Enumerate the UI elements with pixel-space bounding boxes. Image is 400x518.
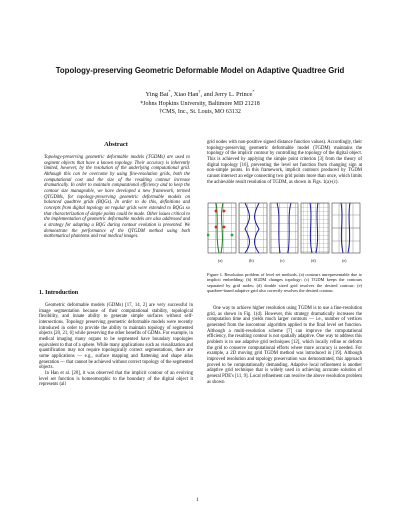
right-paragraph-2-text: One way to achieve higher resolution using TGDM is to use a fine-resolution grid, as shown in Fig. 1(d). However, this strategy dramatically increases the computation time and yields much larger contours — i.e., number of vertices generated from the isocontour algorithm applied to the final level set function. Although a multi-resolution scheme [7] can improve the computational efficiency, the resulting contour is not spatially adaptive. One way to address this problem is to use adaptive grid techniques [12], which locally refine or deform the grid to conserve computational efforts where more accuracy is needed. For example, a 2D moving grid TGDM method was introduced in [19]. Although improved resolution and topology preservation was demonstrated, this approach proved to be computationally demanding. Adaptive local refinement is another adaptive grid technique that is widely used in achieving accurate solution of general PDE's [11, 9]. Local refinement can resolve the above resolution problem as shown (207, 306, 362, 385)
intro-heading: 1. Introduction (39, 290, 79, 296)
affiliation-jhu: *Johns Hopkins University, Baltimore MD 21218 (140, 101, 260, 107)
panel-c (270, 203, 298, 253)
affiliation-cms: †CMS, Inc., St. Louis, MO 63132 (159, 109, 241, 115)
figure-label-b: (b) (249, 258, 254, 263)
intro-paragraph-1: Geometric deformable models (GDMs) [17, 14, 2] are very successful in image segmentation because of their computational stability, topological flexibility, and innate ability to generate simple surfaces without self-intersections. Topology preserving geometric deformable models were recently introduced in order to provide the ability to maintain topology of segmented objects [20, 21, 6] while preserving the other benefits of GDMs. For example, in medical imaging many organs to be segmented have boundary topologies equivalent to that of a sphere. While many applications such as visualization and quantification may not require topologically correct segmentations, there are some applications — e.g., surface mapping and flattening and shape atlas generation — that cannot be achieved without correct topology of the segmented objects. (39, 303, 193, 371)
intro-body (39, 303, 193, 388)
figure-1-graphic (207, 199, 362, 257)
right-column-paragraph-2 (207, 306, 362, 385)
right-column-paragraph-1: grid nodes with non-positive signed distance function values). Accordingly, their topology-preserving geometric deformable model (TGDM) maintains the topology of the implicit contour by controlling the topology of the digital object. This is achieved by applying the simple point criterion [3] from the theory of digital topology [16], preventing the level set function from changing sign at non-simple points. In this framework, implicit contours produced by TGDM cannot intersect an edge connecting two grid points more than once, which limits the achievable result resolution of TGDM, as shown in Figs. 1(a)-(c). (207, 140, 362, 185)
figure-1-caption: Figure 1. Resolution problem of level set methods. (a) contours unrepresentable due to implicit embedding; (b) SGDM changes topology; (c) TGDM keeps the contours separated by grid nodes; (d) double sized grid resolves the desired contour; (e) quadtree-based adaptive grid also correctly resolves the desired contour. (207, 272, 362, 293)
abstract-text: Topology-preserving geometric deformable models (TGDMs) are used to segment objects that have a known topology. Their accuracy is inherently limited, however, by the resolution of the underlying computational grid. Although this can be overcome by using fine-resolution grids, both the computational cost and the size of the resulting contour increase dramatically. In order to maintain computational efficiency and to keep the contour size manageable, we have developed a new framework, termed QTGDMs, for topology-preserving geometric deformable models on balanced quadtree grids (BQGs). In order to do this, definitions and concepts from digital topology on regular grids were extended to BQGs so that characterization of simple points could be made. Other issues critical to the implementation of geometric deformable models are also addressed and a strategy for adapting a BQG during contour evolution is presented. We demonstrate the performance of the QTGDM method using both mathematical phantoms and real medical images. (44, 155, 190, 240)
panel-b (239, 203, 267, 253)
figure-label-e: (e) (342, 258, 347, 263)
figure-label-c: (c) (280, 258, 285, 263)
panel-e (332, 203, 360, 253)
author-list: Ying Bai*, Xiao Han†, and Jerry L. Prince* (145, 88, 255, 98)
page-number: 1 (196, 497, 199, 503)
figure-1 (207, 199, 362, 267)
paper-title: Topology-preserving Geometric Deformable Model on Adaptive Quadtree Grid (55, 66, 345, 75)
intro-paragraph-2: In Han et al. [20], it was observed that the implicit contour of an evolving level set function is homeomorphic to the boundary of the digital object it represents (all (39, 370, 193, 388)
panel-a (207, 203, 236, 253)
figure-label-d: (d) (311, 258, 316, 263)
abstract-heading: Abstract (104, 141, 128, 148)
figure-label-a: (a) (218, 258, 223, 263)
panel-d (301, 203, 329, 253)
